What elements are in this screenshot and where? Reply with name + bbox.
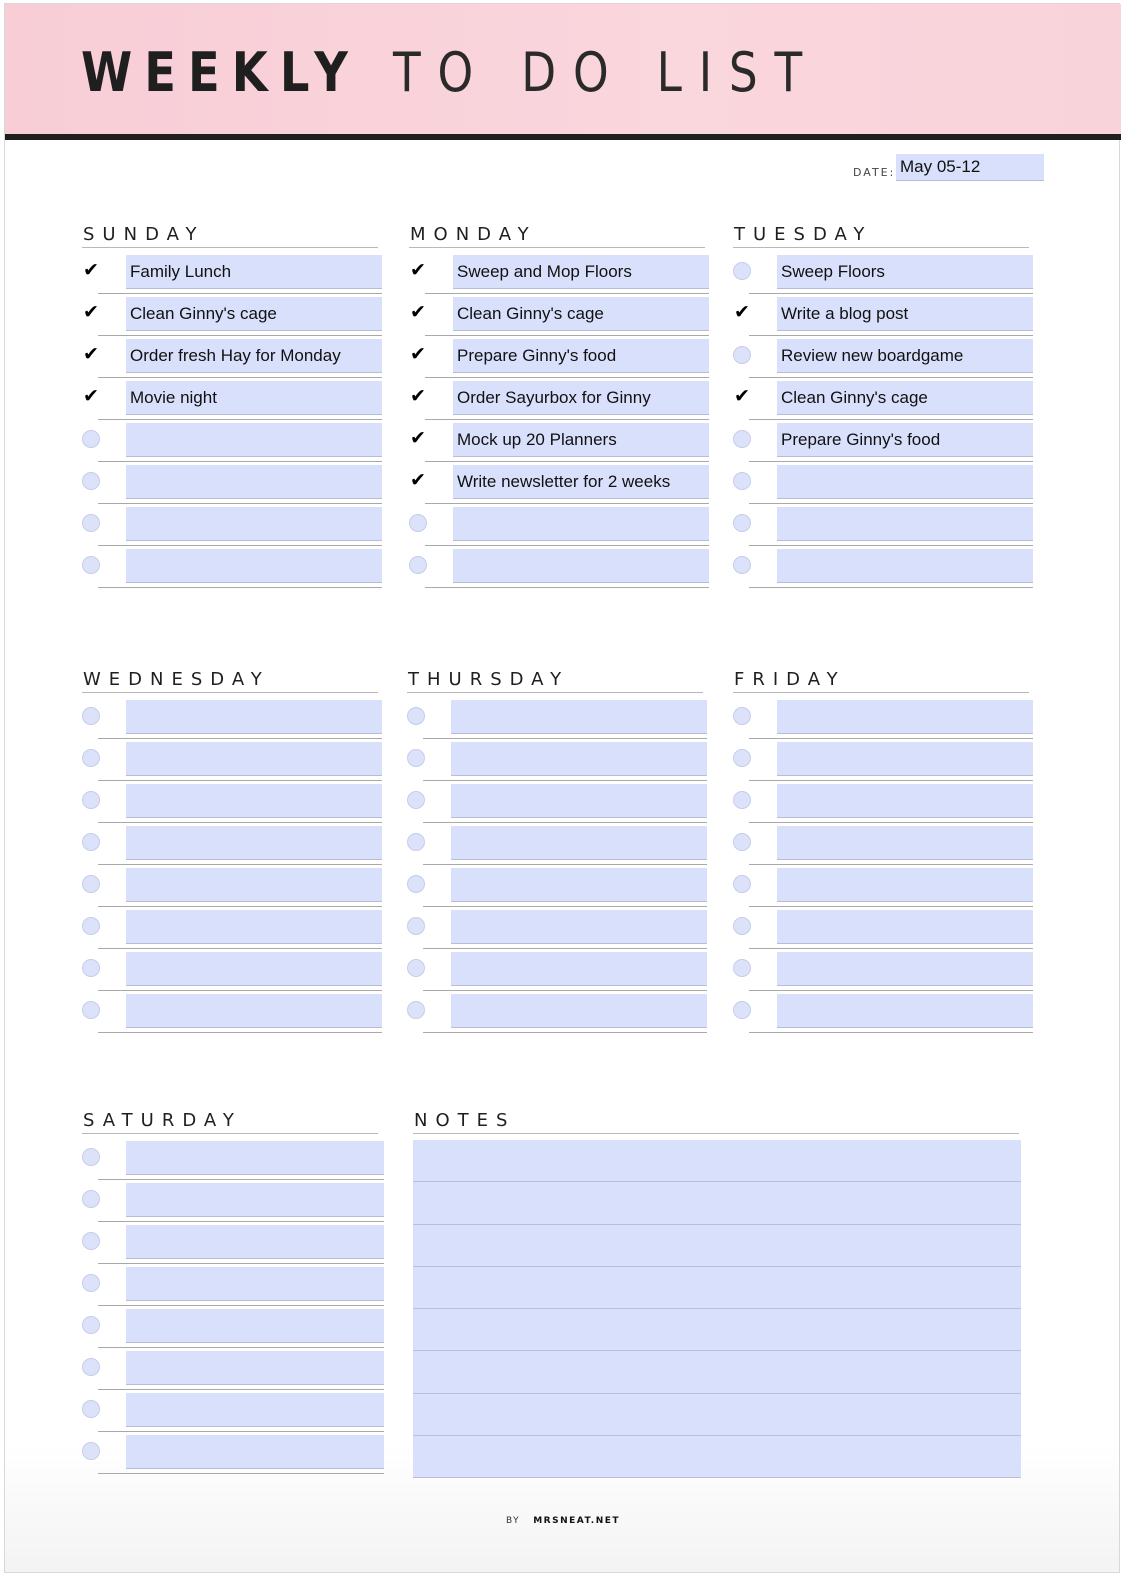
task-field[interactable] <box>777 549 1033 583</box>
checkbox[interactable] <box>82 833 100 851</box>
notes-title: NOTES <box>413 1108 1019 1134</box>
footer-site: MRSNEAT.NET <box>533 1516 621 1526</box>
checked-checkbox[interactable] <box>409 388 427 406</box>
task-field[interactable] <box>126 1183 384 1217</box>
task-row <box>82 909 382 951</box>
task-list <box>733 699 1033 1035</box>
task-divider <box>98 1431 384 1432</box>
task-divider <box>98 1032 382 1033</box>
task-divider <box>98 990 382 991</box>
day-title: WEDNESDAY <box>82 667 378 693</box>
checkbox[interactable] <box>733 430 751 448</box>
checkbox[interactable] <box>733 514 751 532</box>
task-row <box>82 296 382 338</box>
checked-checkbox[interactable] <box>733 304 751 322</box>
task-row <box>733 338 1033 380</box>
checkbox[interactable] <box>409 556 427 574</box>
task-field[interactable] <box>451 784 707 818</box>
task-divider <box>423 1032 707 1033</box>
checkbox[interactable] <box>82 556 100 574</box>
checkbox[interactable] <box>407 707 425 725</box>
task-row <box>82 867 382 909</box>
task-divider <box>423 948 707 949</box>
task-divider <box>423 738 707 739</box>
task-field[interactable]: Clean Ginny's cage <box>453 297 709 331</box>
day-title: SUNDAY <box>82 222 378 248</box>
checkbox[interactable] <box>82 707 100 725</box>
notes-section <box>413 1108 1025 1478</box>
task-field[interactable] <box>126 742 382 776</box>
task-field[interactable] <box>451 910 707 944</box>
checkbox[interactable] <box>733 875 751 893</box>
checkbox[interactable] <box>733 791 751 809</box>
task-divider <box>749 587 1033 588</box>
task-list <box>407 699 707 1035</box>
task-list <box>82 699 382 1035</box>
task-divider <box>98 293 382 294</box>
task-divider <box>98 1305 384 1306</box>
task-divider <box>98 419 382 420</box>
task-field[interactable] <box>451 826 707 860</box>
checkbox[interactable] <box>82 875 100 893</box>
task-field[interactable] <box>126 1225 384 1259</box>
task-row <box>82 464 382 506</box>
checkbox[interactable] <box>733 472 751 490</box>
checkbox[interactable] <box>733 959 751 977</box>
note-line[interactable] <box>413 1309 1021 1351</box>
task-field[interactable]: Order Sayurbox for Ginny <box>453 381 709 415</box>
checkbox[interactable] <box>733 556 751 574</box>
task-divider <box>98 1263 384 1264</box>
checkbox[interactable] <box>82 791 100 809</box>
checkbox[interactable] <box>82 430 100 448</box>
task-field[interactable]: Prepare Ginny's food <box>777 423 1033 457</box>
task-field[interactable] <box>126 952 382 986</box>
day-sunday <box>82 222 382 590</box>
task-field[interactable] <box>777 507 1033 541</box>
task-field[interactable] <box>451 994 707 1028</box>
task-field[interactable]: Clean Ginny's cage <box>777 381 1033 415</box>
date-field[interactable]: May 05-12 <box>896 154 1044 181</box>
day-title: SATURDAY <box>82 1108 378 1134</box>
checkbox[interactable] <box>82 1232 100 1250</box>
task-divider <box>425 335 709 336</box>
task-field[interactable]: Sweep and Mop Floors <box>453 255 709 289</box>
checkbox[interactable] <box>82 1274 100 1292</box>
note-line[interactable] <box>413 1182 1021 1224</box>
task-divider <box>749 377 1033 378</box>
task-row <box>407 909 707 951</box>
task-row <box>407 993 707 1035</box>
task-field[interactable] <box>126 784 382 818</box>
note-line[interactable] <box>413 1267 1021 1309</box>
task-divider <box>749 1032 1033 1033</box>
task-divider <box>98 503 382 504</box>
task-row <box>82 1392 384 1434</box>
task-divider <box>98 461 382 462</box>
task-field[interactable] <box>126 465 382 499</box>
task-field[interactable] <box>777 465 1033 499</box>
task-row <box>82 1224 384 1266</box>
task-field[interactable] <box>126 868 382 902</box>
note-line[interactable] <box>413 1394 1021 1436</box>
checkbox[interactable] <box>733 917 751 935</box>
task-row <box>82 993 382 1035</box>
checkbox[interactable] <box>82 1190 100 1208</box>
day-monday <box>409 222 709 590</box>
task-field[interactable] <box>451 868 707 902</box>
task-row <box>409 254 709 296</box>
day-title: MONDAY <box>409 222 705 248</box>
task-row <box>733 993 1033 1035</box>
checkbox[interactable] <box>82 959 100 977</box>
task-divider <box>749 419 1033 420</box>
checkbox[interactable] <box>407 875 425 893</box>
checkbox[interactable] <box>733 833 751 851</box>
checkbox[interactable] <box>733 346 751 364</box>
planner-page <box>4 3 1120 1573</box>
task-row <box>409 548 709 590</box>
checkbox[interactable] <box>82 917 100 935</box>
task-field[interactable] <box>126 826 382 860</box>
task-list <box>409 254 709 590</box>
task-divider <box>98 1221 384 1222</box>
task-field[interactable] <box>453 507 709 541</box>
task-divider <box>423 864 707 865</box>
task-field[interactable] <box>777 910 1033 944</box>
checked-checkbox[interactable] <box>409 346 427 364</box>
task-divider <box>98 1473 384 1474</box>
task-divider <box>425 503 709 504</box>
task-field[interactable]: Sweep Floors <box>777 255 1033 289</box>
note-line[interactable] <box>413 1140 1021 1182</box>
task-divider <box>425 293 709 294</box>
title-light: TO DO LIST <box>392 41 819 104</box>
task-divider <box>749 948 1033 949</box>
task-row <box>733 909 1033 951</box>
task-row <box>409 506 709 548</box>
day-title: FRIDAY <box>733 667 1029 693</box>
task-field[interactable] <box>451 700 707 734</box>
checked-checkbox[interactable] <box>409 262 427 280</box>
task-field[interactable] <box>126 1351 384 1385</box>
task-row <box>733 548 1033 590</box>
checkbox[interactable] <box>82 749 100 767</box>
task-row <box>407 951 707 993</box>
day-tuesday <box>733 222 1033 590</box>
task-divider <box>749 738 1033 739</box>
task-divider <box>98 780 382 781</box>
task-row <box>407 867 707 909</box>
task-field[interactable]: Clean Ginny's cage <box>126 297 382 331</box>
task-row <box>82 254 382 296</box>
task-divider <box>98 906 382 907</box>
task-divider <box>749 503 1033 504</box>
task-row <box>409 422 709 464</box>
note-line[interactable] <box>413 1225 1021 1267</box>
task-row <box>82 783 382 825</box>
task-field[interactable] <box>126 1141 384 1175</box>
task-divider <box>98 335 382 336</box>
title-bold: WEEKLY <box>81 41 360 104</box>
checkbox[interactable] <box>82 514 100 532</box>
task-row <box>407 741 707 783</box>
task-row <box>82 825 382 867</box>
task-field[interactable] <box>451 742 707 776</box>
checkbox[interactable] <box>82 1316 100 1334</box>
checkbox[interactable] <box>82 1442 100 1460</box>
task-field[interactable] <box>777 742 1033 776</box>
note-line[interactable] <box>413 1351 1021 1393</box>
checkbox[interactable] <box>733 1001 751 1019</box>
checkbox[interactable] <box>407 833 425 851</box>
task-row <box>82 1182 384 1224</box>
day-title: THURSDAY <box>407 667 703 693</box>
task-field[interactable] <box>453 549 709 583</box>
task-row <box>82 1266 384 1308</box>
task-row <box>82 422 382 464</box>
checkbox[interactable] <box>409 514 427 532</box>
task-divider <box>423 780 707 781</box>
task-divider <box>749 822 1033 823</box>
task-row <box>733 741 1033 783</box>
task-field[interactable] <box>126 1309 384 1343</box>
checkbox[interactable] <box>407 1001 425 1019</box>
task-row <box>733 825 1033 867</box>
checked-checkbox[interactable] <box>82 304 100 322</box>
task-field[interactable] <box>126 549 382 583</box>
task-row <box>733 254 1033 296</box>
task-field[interactable] <box>777 784 1033 818</box>
task-row <box>409 464 709 506</box>
checkbox[interactable] <box>82 1001 100 1019</box>
task-row <box>82 380 382 422</box>
task-row <box>733 867 1033 909</box>
day-wednesday <box>82 667 382 1035</box>
task-divider <box>423 822 707 823</box>
page-title <box>81 40 900 105</box>
task-divider <box>749 335 1033 336</box>
task-row <box>733 951 1033 993</box>
task-field[interactable] <box>777 952 1033 986</box>
task-row <box>82 1434 384 1476</box>
task-row <box>733 506 1033 548</box>
task-field[interactable] <box>777 868 1033 902</box>
task-divider <box>98 864 382 865</box>
task-divider <box>425 461 709 462</box>
checkbox[interactable] <box>82 1358 100 1376</box>
checkbox[interactable] <box>82 1148 100 1166</box>
task-field[interactable] <box>777 700 1033 734</box>
checked-checkbox[interactable] <box>82 346 100 364</box>
checkbox[interactable] <box>733 749 751 767</box>
task-row <box>82 699 382 741</box>
task-field[interactable] <box>126 1435 384 1469</box>
task-field[interactable]: Movie night <box>126 381 382 415</box>
checked-checkbox[interactable] <box>409 304 427 322</box>
task-divider <box>98 948 382 949</box>
task-field[interactable]: Mock up 20 Planners <box>453 423 709 457</box>
task-row <box>82 506 382 548</box>
task-divider <box>425 419 709 420</box>
day-title: TUESDAY <box>733 222 1029 248</box>
checkbox[interactable] <box>82 472 100 490</box>
date-label: DATE: <box>853 166 896 179</box>
task-row <box>733 783 1033 825</box>
task-divider <box>98 738 382 739</box>
task-divider <box>749 293 1033 294</box>
task-field[interactable]: Prepare Ginny's food <box>453 339 709 373</box>
task-row <box>82 1308 384 1350</box>
task-field[interactable] <box>126 700 382 734</box>
task-row <box>82 338 382 380</box>
checkbox[interactable] <box>407 959 425 977</box>
task-divider <box>749 461 1033 462</box>
task-row <box>733 422 1033 464</box>
task-field[interactable] <box>126 423 382 457</box>
task-field[interactable] <box>777 994 1033 1028</box>
task-divider <box>425 545 709 546</box>
note-line[interactable] <box>413 1436 1021 1478</box>
checkbox[interactable] <box>733 707 751 725</box>
task-field[interactable] <box>126 507 382 541</box>
footer-credit <box>5 1516 1121 1526</box>
task-divider <box>98 587 382 588</box>
task-divider <box>425 587 709 588</box>
checked-checkbox[interactable] <box>409 430 427 448</box>
checkbox[interactable] <box>733 262 751 280</box>
task-row <box>407 825 707 867</box>
task-row <box>409 338 709 380</box>
day-thursday <box>407 667 707 1035</box>
task-row <box>82 548 382 590</box>
task-row <box>733 296 1033 338</box>
task-row <box>407 699 707 741</box>
task-divider <box>98 1389 384 1390</box>
task-field[interactable]: Write newsletter for 2 weeks <box>453 465 709 499</box>
checkbox[interactable] <box>82 1400 100 1418</box>
task-divider <box>98 1347 384 1348</box>
task-row <box>733 464 1033 506</box>
task-divider <box>98 545 382 546</box>
task-field[interactable] <box>126 994 382 1028</box>
task-list <box>82 1140 384 1476</box>
task-field[interactable] <box>126 1267 384 1301</box>
checkbox[interactable] <box>407 791 425 809</box>
task-field[interactable]: Family Lunch <box>126 255 382 289</box>
task-row <box>82 951 382 993</box>
task-row <box>82 1350 384 1392</box>
checked-checkbox[interactable] <box>409 472 427 490</box>
task-divider <box>98 377 382 378</box>
footer-by: BY <box>505 1516 521 1526</box>
task-field[interactable]: Order fresh Hay for Monday <box>126 339 382 373</box>
task-field[interactable]: Review new boardgame <box>777 339 1033 373</box>
checkbox[interactable] <box>407 749 425 767</box>
task-divider <box>749 990 1033 991</box>
task-field[interactable] <box>126 1393 384 1427</box>
checked-checkbox[interactable] <box>82 388 100 406</box>
task-divider <box>749 864 1033 865</box>
task-divider <box>749 780 1033 781</box>
task-row <box>733 380 1033 422</box>
task-divider <box>425 377 709 378</box>
task-row <box>733 699 1033 741</box>
task-divider <box>749 906 1033 907</box>
task-row <box>82 1140 384 1182</box>
task-field[interactable]: Write a blog post <box>777 297 1033 331</box>
task-divider <box>423 990 707 991</box>
checked-checkbox[interactable] <box>733 388 751 406</box>
task-field[interactable] <box>126 910 382 944</box>
task-row <box>409 380 709 422</box>
task-row <box>407 783 707 825</box>
day-saturday <box>82 1108 384 1476</box>
day-friday <box>733 667 1033 1035</box>
notes-field[interactable] <box>413 1140 1021 1478</box>
task-row <box>409 296 709 338</box>
task-divider <box>749 545 1033 546</box>
checked-checkbox[interactable] <box>82 262 100 280</box>
task-list <box>82 254 382 590</box>
checkbox[interactable] <box>407 917 425 935</box>
task-list <box>733 254 1033 590</box>
task-field[interactable] <box>451 952 707 986</box>
page-header <box>5 4 1121 140</box>
task-divider <box>98 822 382 823</box>
task-field[interactable] <box>777 826 1033 860</box>
task-row <box>82 741 382 783</box>
task-divider <box>98 1179 384 1180</box>
task-divider <box>423 906 707 907</box>
